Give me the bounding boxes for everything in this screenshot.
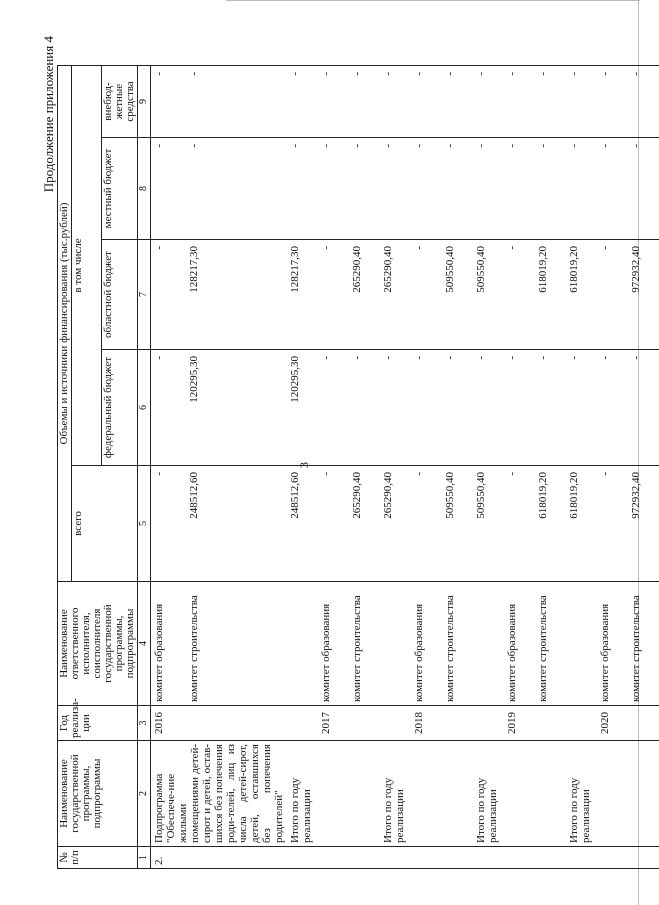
row-num	[597, 847, 628, 869]
row-regional: 509550,40	[473, 240, 504, 350]
row-total: 618019,20	[566, 466, 597, 582]
row-responsible	[473, 582, 504, 706]
row-federal: -	[504, 350, 535, 466]
row-local: -	[566, 138, 597, 240]
table-row	[442, 65, 473, 868]
row-year	[186, 706, 287, 741]
header-regional: областной бюджет	[102, 240, 138, 350]
header-responsible: Наименование ответственного исполнителя, соисполнителя государственной программы, подпрограммы	[58, 582, 138, 706]
row-responsible: комитет строительства	[535, 582, 566, 706]
row-federal: -	[535, 350, 566, 466]
row-offbudget: -	[628, 65, 659, 137]
funding-table	[57, 65, 659, 869]
header-num: № п/п	[58, 847, 138, 869]
row-total: 265290,40	[380, 466, 411, 582]
row-regional: -	[151, 240, 186, 350]
column-number: 5	[138, 466, 151, 582]
row-year: 2017	[318, 706, 349, 741]
row-year: 2019	[504, 706, 535, 741]
row-regional: 128217,30	[287, 240, 318, 350]
row-local: -	[380, 138, 411, 240]
row-year	[349, 706, 380, 741]
row-regional: 618019,20	[535, 240, 566, 350]
row-year: 2016	[151, 706, 186, 741]
table-row	[504, 65, 535, 868]
row-total: 248512,60	[287, 466, 318, 582]
table-row	[597, 65, 628, 868]
row-program-name	[504, 741, 535, 847]
row-local: -	[473, 138, 504, 240]
row-local: -	[442, 138, 473, 240]
row-responsible: комитет строительства	[442, 582, 473, 706]
row-local: -	[597, 138, 628, 240]
table-row	[380, 65, 411, 868]
row-program-name: Итого по году реализации	[380, 741, 411, 847]
row-offbudget: -	[504, 65, 535, 137]
row-federal: 120295,30	[186, 350, 287, 466]
row-federal: -	[411, 350, 442, 466]
table-row	[349, 65, 380, 868]
row-num	[318, 847, 349, 869]
row-year	[442, 706, 473, 741]
row-total: -	[597, 466, 628, 582]
table-row	[628, 65, 659, 868]
row-total: 509550,40	[473, 466, 504, 582]
row-responsible	[380, 582, 411, 706]
row-total: -	[411, 466, 442, 582]
row-program-name	[411, 741, 442, 847]
row-offbudget: -	[535, 65, 566, 137]
row-program-name: Итого по году реализации	[473, 741, 504, 847]
row-responsible: комитет образования	[597, 582, 628, 706]
table-row	[535, 65, 566, 868]
row-year	[566, 706, 597, 741]
row-federal: -	[473, 350, 504, 466]
row-total: -	[151, 466, 186, 582]
header-funding: Объемы и источники финансирования (тыс.рублей)	[58, 65, 72, 581]
row-offbudget: -	[186, 65, 287, 137]
row-responsible: комитет образования	[318, 582, 349, 706]
row-num	[287, 847, 318, 869]
table-row	[151, 65, 186, 868]
row-offbudget: -	[411, 65, 442, 137]
row-offbudget: -	[318, 65, 349, 137]
row-local: -	[535, 138, 566, 240]
row-num	[473, 847, 504, 869]
row-year	[380, 706, 411, 741]
row-regional: 618019,20	[566, 240, 597, 350]
row-federal: -	[151, 350, 186, 466]
row-year: 2020	[597, 706, 628, 741]
row-num	[411, 847, 442, 869]
row-local: -	[318, 138, 349, 240]
row-offbudget: -	[380, 65, 411, 137]
column-number: 2	[138, 741, 151, 847]
row-year: 2018	[411, 706, 442, 741]
row-regional: -	[597, 240, 628, 350]
row-program-name: Итого по году реализации	[287, 741, 318, 847]
row-year	[628, 706, 659, 741]
table-row	[473, 65, 504, 868]
header-local: местный бюджет	[102, 138, 138, 240]
row-regional: -	[504, 240, 535, 350]
row-responsible: комитет образования	[151, 582, 186, 706]
row-num	[349, 847, 380, 869]
row-local: -	[151, 138, 186, 240]
row-federal: -	[442, 350, 473, 466]
row-local: -	[287, 138, 318, 240]
row-num	[535, 847, 566, 869]
row-local: -	[186, 138, 287, 240]
row-federal: -	[597, 350, 628, 466]
row-responsible	[287, 582, 318, 706]
header-total: всего	[72, 466, 138, 582]
row-num	[504, 847, 535, 869]
row-offbudget: -	[473, 65, 504, 137]
row-responsible: комитет строительства	[628, 582, 659, 706]
header-year: Год реализа-ции	[58, 706, 138, 741]
table-row	[566, 65, 597, 868]
row-offbudget: -	[349, 65, 380, 137]
header-offbudget: внебюд-жетные средства	[102, 65, 138, 137]
row-regional: 265290,40	[380, 240, 411, 350]
row-program-name	[628, 741, 659, 847]
row-program-name	[318, 741, 349, 847]
row-regional: -	[318, 240, 349, 350]
row-num	[186, 847, 287, 869]
row-responsible	[566, 582, 597, 706]
row-offbudget: -	[566, 65, 597, 137]
row-local: -	[411, 138, 442, 240]
column-number: 7	[138, 240, 151, 350]
row-federal: -	[318, 350, 349, 466]
row-program-name	[349, 741, 380, 847]
row-responsible: комитет строительства	[349, 582, 380, 706]
row-federal: -	[380, 350, 411, 466]
row-program-name: Итого по году реализации	[566, 741, 597, 847]
row-regional: -	[411, 240, 442, 350]
row-total: 618019,20	[535, 466, 566, 582]
row-total: 972932,40	[628, 466, 659, 582]
row-total: 265290,40	[349, 466, 380, 582]
column-number: 4	[138, 582, 151, 706]
row-total: 509550,40	[442, 466, 473, 582]
column-number: 9	[138, 65, 151, 137]
row-year	[473, 706, 504, 741]
row-total: -	[504, 466, 535, 582]
page-number: 3	[297, 462, 311, 468]
header-including: в том числе	[72, 65, 102, 465]
row-num: 2.	[151, 847, 186, 869]
row-local: -	[504, 138, 535, 240]
column-number: 8	[138, 138, 151, 240]
row-total: -	[318, 466, 349, 582]
row-num	[442, 847, 473, 869]
row-federal: -	[566, 350, 597, 466]
row-responsible: комитет строительства	[186, 582, 287, 706]
header-program-name: Наименование государственной программы, подпрограммы	[58, 741, 138, 847]
column-number: 3	[138, 706, 151, 741]
continuation-title: Продолжение приложения 4	[41, 36, 56, 193]
row-program-name: Подпрограмма "Обеспече-ние жилыми помещениями детей-сирот и детей, остав-шихся без попечения роди-телей, лиц из числа детей-сирот, детей, оставшихся без попечения родителей"	[151, 741, 288, 847]
row-num	[628, 847, 659, 869]
table-row	[411, 65, 442, 868]
row-regional: 972932,40	[628, 240, 659, 350]
row-offbudget: -	[442, 65, 473, 137]
column-number: 1	[138, 847, 151, 869]
row-local: -	[349, 138, 380, 240]
row-program-name	[597, 741, 628, 847]
row-total: 248512,60	[186, 466, 287, 582]
row-federal: -	[349, 350, 380, 466]
row-year	[535, 706, 566, 741]
row-offbudget: -	[287, 65, 318, 137]
row-federal: 120295,30	[287, 350, 318, 466]
row-num	[380, 847, 411, 869]
row-regional: 265290,40	[349, 240, 380, 350]
row-program-name	[442, 741, 473, 847]
row-federal: -	[628, 350, 659, 466]
row-num	[566, 847, 597, 869]
row-year	[287, 706, 318, 741]
row-program-name	[535, 741, 566, 847]
row-local: -	[628, 138, 659, 240]
row-responsible: комитет образования	[411, 582, 442, 706]
row-offbudget: -	[151, 65, 186, 137]
row-regional: 128217,30	[186, 240, 287, 350]
table-row	[318, 65, 349, 868]
row-responsible: комитет образования	[504, 582, 535, 706]
row-offbudget: -	[597, 65, 628, 137]
header-federal: федеральный бюджет	[102, 350, 138, 466]
table-row	[287, 65, 318, 868]
column-number: 6	[138, 350, 151, 466]
row-regional: 509550,40	[442, 240, 473, 350]
